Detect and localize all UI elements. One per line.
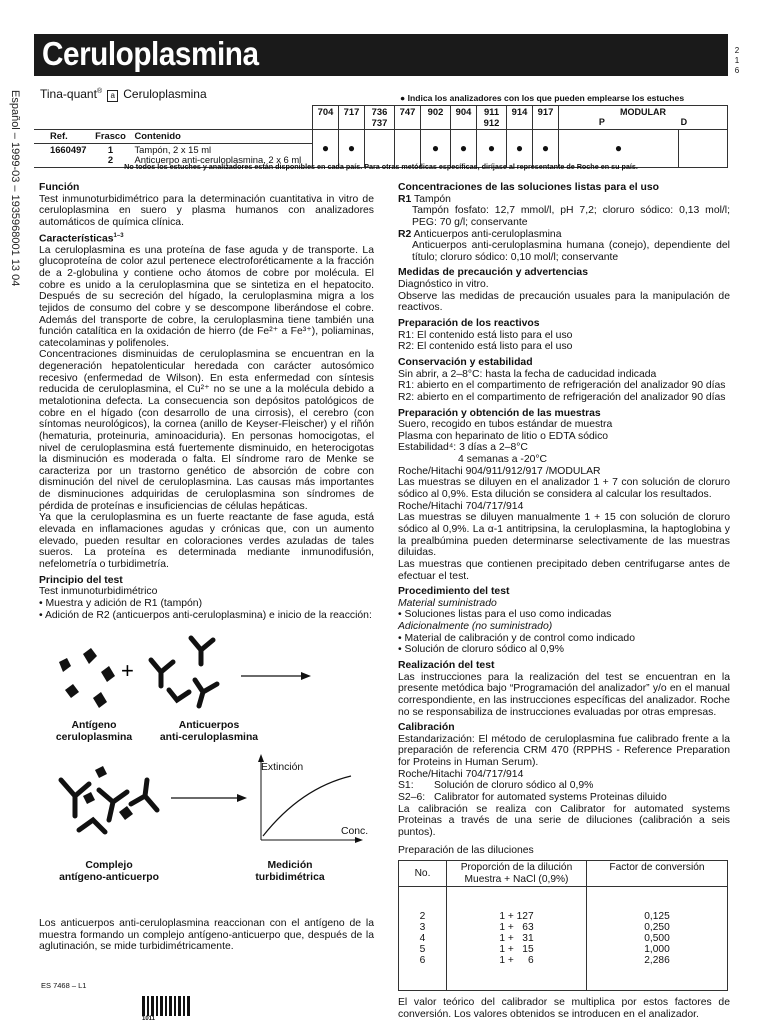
- reaction-diagram: + Antígeno ceruloplasmina Anticuerpos anti-ceruloplasmina Extinción Conc. Complejo antígeno-anticuerpo Medición turbidimétrica: [39, 620, 379, 900]
- box-icon: a: [107, 90, 117, 102]
- left-column: Función Test inmunoturbidimétrico para la determinación cuantitativa in vitro de ceruloplasmina en suero y plasma humanos con analizadores automáticos de química clínica. Características$^{1-3}$ La ceruloplasmina es una proteína de fase aguda y de transporte. La glucoproteína de color azul pertenece electroforéticamente a la fracción de a 2-globulina y contiene ocho átomos de cobre por molécula. El cobre es unido a la ceruloplasmina que se sintetiza en el hepatocito. Después de su secreción del hígado, la ceruloplasmina migra a los tejidos de consumo del cobre y se descompone liberándose el cobre. Además del transporte de cobre, la ceruloplasmina tiene también una función catalítica en la oxidación de hierro (de Fe²⁺ a Fe³⁺), poliaminas, catecolaminas y polifenoles. Concentraciones disminuidas de ceruloplasmina se encuentran en la degeneración hepatolenticular heredada con carácter autosómico recesivo (enfermedad de Wilson). En esta enfermedad con síntesis reducida de ceruloplasmina, el Cu²⁺ no se une a la molécula debido a metalotionina defecta. La consecuencia son depósitos patológicos de cobre en el hígado (con desarrollo de una cirrosis), el cerebro (con síntomas neurológicos), la cornea (anillo de Keyser-Fleischer) y el riñón (hematuria, proteinuria, aminoaciduria). En personas homocigotas, el nivel de ceruloplasmina está fuertemente disminuido, en heterocigotas la disminución es moderada o falta. El síndrome raro de Menke se caracteriza por un trastorno genético de absorción de cobre con disminución del nivel de ceruloplasmina. Las causas más importantes de disminuciones adquiridas de ceruloplasmina son síndromes de pérdida de proteínas e insuficiencias de células hepáticas. Ya que la ceruloplasmina es un fuerte reactante de fase aguda, está elevada en inflamaciones agudas y crónicas que, con un aumento elevado, pueden resultar en coloraciones verdes azuladas de tales sueros. La proteína es determinada mediante inmunodifusión, nefelometría o turbidimetría. Principio del test Test inmunoturbidimétrico • Muestra y adición de R1 (tampón) • Adición de R2 (anticuerpos anti-ceruloplasmina) e inicio de la reacción:: [39, 182, 374, 621]
- sidebar-code: Español – 1999-03 – 1935968001 13 04: [9, 90, 21, 287]
- funcion-heading: Función: [39, 182, 80, 193]
- table-note: No todos los estuches y analizadores están disponibles en cada país. Para otras metódicas específicas, diríjase al representante de Roche en su país.: [124, 162, 638, 171]
- principio-conclusion: Los anticuerpos anti-ceruloplasmina reaccionan con el antígeno de la muestra formando un complejo antígeno-anticuerpo que, después de la aglutinación, se mide turbidimétricamente.: [39, 918, 374, 953]
- barcode-number: 1011: [142, 1016, 156, 1022]
- svg-text:+: +: [121, 658, 134, 683]
- dilution-table: No. Proporción de la dilución Muestra + NaCl (0,9%) Factor de conversión 2 3 4 5 6 1 + 127 1 + 63 1 + 31 1 + 15 1 + 6 0,125 0,250 0,500 1,000 2,286: [398, 860, 728, 991]
- right-column: Concentraciones de las soluciones listas para el uso R1 Tampón Tampón fosfato: 12,7 mmol/l, pH 7,2; cloruro sódico: 0,13 mol/l; PEG: 70 g/l; conservante R2 Anticuerpos anti-ceruloplasmina Anticuerpos anti-ceruloplasmina humana (conejo), dependiente del título; cloruro sódico: 0,10 mol/l; conservante Medidas de precaución y advertencias Diagnóstico in vitro. Observe las medidas de precaución usuales para la manipulación de reactivos. Preparación de los reactivos R1: El contenido está listo para el uso R2: El contenido está listo para el uso Conservación y estabilidad Sin abrir, a 2–8°C: hasta la fecha de caducidad indicada R1: abierto en el compartimento de refrigeración del analizador 90 días R2: abierto en el compartimento de refrigeración del analizador 90 días Preparación y obtención de las muestras Suero, recogido en tubos estándar de muestra Plasma con heparinato de litio o EDTA sódico Estabilidad⁴: 3 días a 2–8°C 4 semanas a -20°C Roche/Hitachi 904/911/912/917 /MODULAR Las muestras se diluyen en el analizador 1 + 7 con solución de cloruro sódico al 0,9%. Esta dilución se considera al calcular los resultados. Roche/Hitachi 704/717/914 Las muestras se diluyen manualmente 1 + 15 con solución de cloruro sódico al 0,9%. La α-1 antitripsina, la ceruloplasmina, la haptoglobina y la prealbúmina pueden determinarse selectivamente de las muestras diluidas. Las muestras que contienen precipitado deben centrifugarse antes de efectuar el test. Procedimiento del test Material suministrado • Soluciones listas para el uso como indicadas Adicionalmente (no suministrado) • Material de calibración y de control como indicado • Solución de cloruro sódico al 0,9% Realización del test Las instrucciones para la realización del test se encuentran en la presente metódica bajo “Programación del analizador” y/o en el manual correspondiente, en las instrucciones específicas del analizador. Roche no se responsabiliza de instrucciones evaluadas por otras empresas. Calibración Estandarización: El método de ceruloplasmina fue calibrado frente a la preparación de referencia CRM 470 (RPPHS - Reference Preparation for Proteins in Human Serum). Roche/Hitachi 704/717/914 S1: Solución de cloruro sódico al 0,9% S2–6: Calibrator for automated systems Proteinas diluido La calibración se realiza con Calibrator for automated systems Proteinas a través de una serie de diluciones (calibración a seis puntos). Preparación de las diluciones No. Proporción de la dilución Muestra + NaCl (0,9%) Factor de conversión 2 3 4 5 6 1 + 127 1 + 63 1 + 31 1 + 15 1 + 6 0,125 0,250 0,500 1,000 2,286 El valor teórico del calibrador se multiplica por estos factores de conversión. Los valores obtenidos se introducen en el analizador.: [398, 182, 730, 1020]
- barcode-icon: [142, 996, 192, 1018]
- page-code: 2 1 6: [734, 46, 740, 75]
- antibody-shapes: [151, 638, 217, 706]
- analyzer-note: ● Indica los analizadores con los que pueden emplearse los estuches: [400, 93, 685, 103]
- principio-heading: Principio del test: [39, 574, 123, 586]
- caracteristicas-heading: Características$^{1-3}$: [39, 232, 124, 245]
- reaction-illustration: [39, 620, 379, 870]
- complex-shapes: [61, 780, 157, 832]
- title-bar: [34, 34, 728, 76]
- page-title: Ceruloplasmina: [42, 35, 259, 72]
- antigen-shapes: [59, 648, 115, 708]
- product-line: Tina-quant® a Ceruloplasmina: [40, 87, 207, 101]
- reference-table: 704 717 736 737 747 902 904 911 912 914 917 MODULAR P D Ref. Frasco Contenido ● ● ● ● ● ● ● ● 1660497 1 2 Tampón, 2 x 15 ml Anticuerpo anti-ceruloplasmina, 2 x 6 ml: [34, 105, 728, 168]
- document-code: ES 7468 – L1: [41, 981, 87, 990]
